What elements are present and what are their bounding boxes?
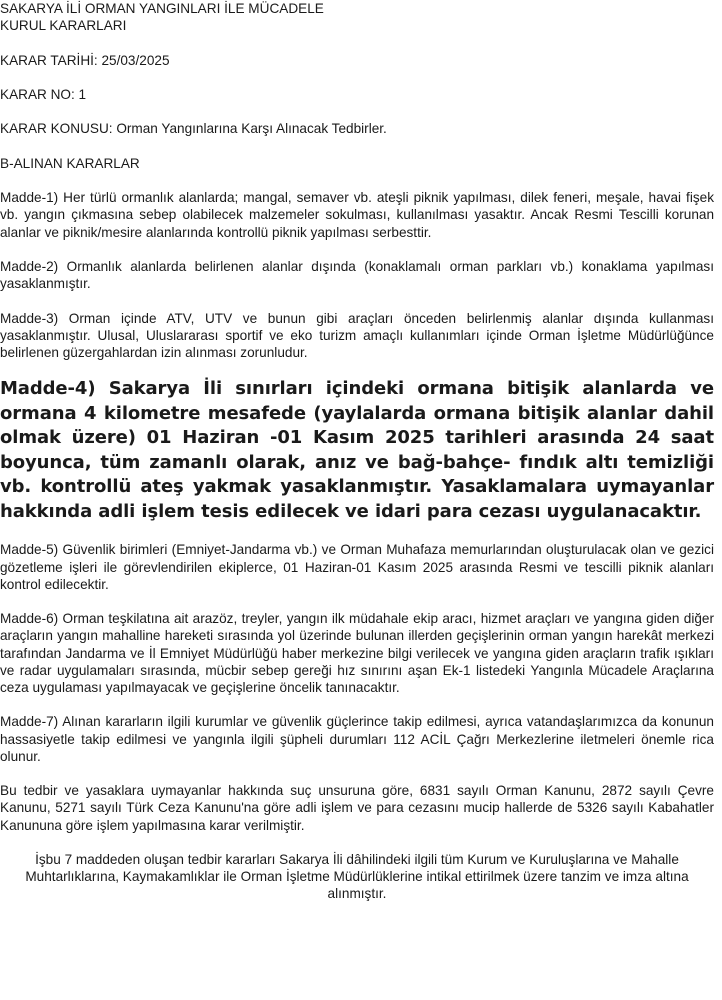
article-1: Madde-1) Her türlü ormanlık alanlarda; mangal, semaver vb. ateşli piknik yapılması, dilek feneri, meşale, havai fişek vb. yangın çıkmasına sebep olabilecek malzemeler sokulması, kullanılması yasaktır. Ancak Resmi Tescilli korunan alanlar ve piknik/mesire alanlarında kontrollü piknik yapılması serbesttir. (0, 190, 714, 240)
closing-statement: İşbu 7 maddeden oluşan tedbir kararları Sakarya İli dâhilindeki ilgili tüm Kurum ve Kuruluşlarına ve Mahalle Muhtarlıklarına, Kaymakamlıklar ile Orman İşletme Müdürlüklerine intikal ettirilmek üzere tanzim ve imza altına alınmıştır. (25, 851, 689, 902)
document-title-line-1: SAKARYA İLİ ORMAN YANGINLARI İLE MÜCADELE (0, 1, 324, 16)
article-5: Madde-5) Güvenlik birimleri (Emniyet-Jandarma vb.) ve Orman Muhafaza memurlarından oluşturulacak olan ve gezici gözetleme işleri ile görevlendirilen ekiplerce, 01 Haziran-01 Kasım 2025 arasında Resmi ve tescilli piknik alanları kontrol edilecektir. (0, 542, 714, 592)
article-7: Madde-7) Alınan kararların ilgili kurumlar ve güvenlik güçlerince takip edilmesi, ayrıca vatandaşlarımızca da konunun hassasiyetle takip edilmesi ve yangınla ilgili şüpheli durumları 112 ACİL Çağrı Merkezlerine iletmeleri önemle rica olunur. (0, 714, 714, 764)
article-3: Madde-3) Orman içinde ATV, UTV ve bunun gibi araçları önceden belirlenmiş alanlar dışında kullanması yasaklanmıştır. Ulusal, Uluslararası sportif ve eko turizm amaçlı kullanımları içinde Orman İşletme Müdürlüğünce belirlenen güzergahlardan izin alınması zorunludur. (0, 310, 714, 360)
document-title-line-2: KURUL KARARLARI (0, 18, 127, 34)
penalty-note: Bu tedbir ve yasaklara uymayanlar hakkında suç unsuruna göre, 6831 sayılı Orman Kanunu, 2872 sayılı Çevre Kanunu, 5271 sayılı Türk Ceza Kanunu'na göre adli işlem ve para cezasını mucip hallerde de 5326 sayılı Kabahatler Kanununa göre işlem yapılmasına karar verilmiştir. (0, 783, 714, 833)
decision-subject: KARAR KONUSU: Orman Yangınlarına Karşı Alınacak Tedbirler. (0, 121, 387, 137)
article-4-highlighted: Madde-4) Sakarya İli sınırları içindeki ormana bitişik alanlarda ve ormana 4 kilometre mesafede (yaylalarda ormana bitişik alanlar dahil olmak üzere) 01 Haziran -01 Kasım 2025 tarihleri arasında 24 saat boyunca, tüm zamanlı olarak, anız ve bağ-bahçe- fındık altı temizliği vb. kontrollü ateş yakmak yasaklanmıştır. Yasaklamalara uymayanlar hakkında adli işlem tesis edilecek ve idari para cezası uygulanacaktır. (0, 378, 714, 522)
decision-date: KARAR TARİHİ: 25/03/2025 (0, 52, 170, 68)
decision-number: KARAR NO: 1 (0, 86, 87, 102)
article-6: Madde-6) Orman teşkilatına ait arazöz, treyler, yangın ilk müdahale ekip aracı, hizmet araçları ve yangına giden diğer araçların yangın mahalline hareketi sırasında yol üzerinde bulunan illerden geçişlerinin orman yangın harekât merkezi tarafından Jandarma ve İl Emniyet Müdürlüğü haber merkezine bilgi verilecek ve yangına giden araçların trafik ışıkları ve radar uygulamaları sırasında, mücbir sebep gereği hız sınırını aşan Ek-1 listedeki Yangınla Mücadele Araçlarına ceza uygulaması yapılmayacak ve geçişlerine öncelik tanınacaktır. (0, 611, 714, 695)
section-heading: B-ALINAN KARARLAR (0, 155, 140, 171)
article-2: Madde-2) Ormanlık alanlarda belirlenen alanlar dışında (konaklamalı orman parkları vb.) konaklama yapılması yasaklanmıştır. (0, 258, 714, 292)
